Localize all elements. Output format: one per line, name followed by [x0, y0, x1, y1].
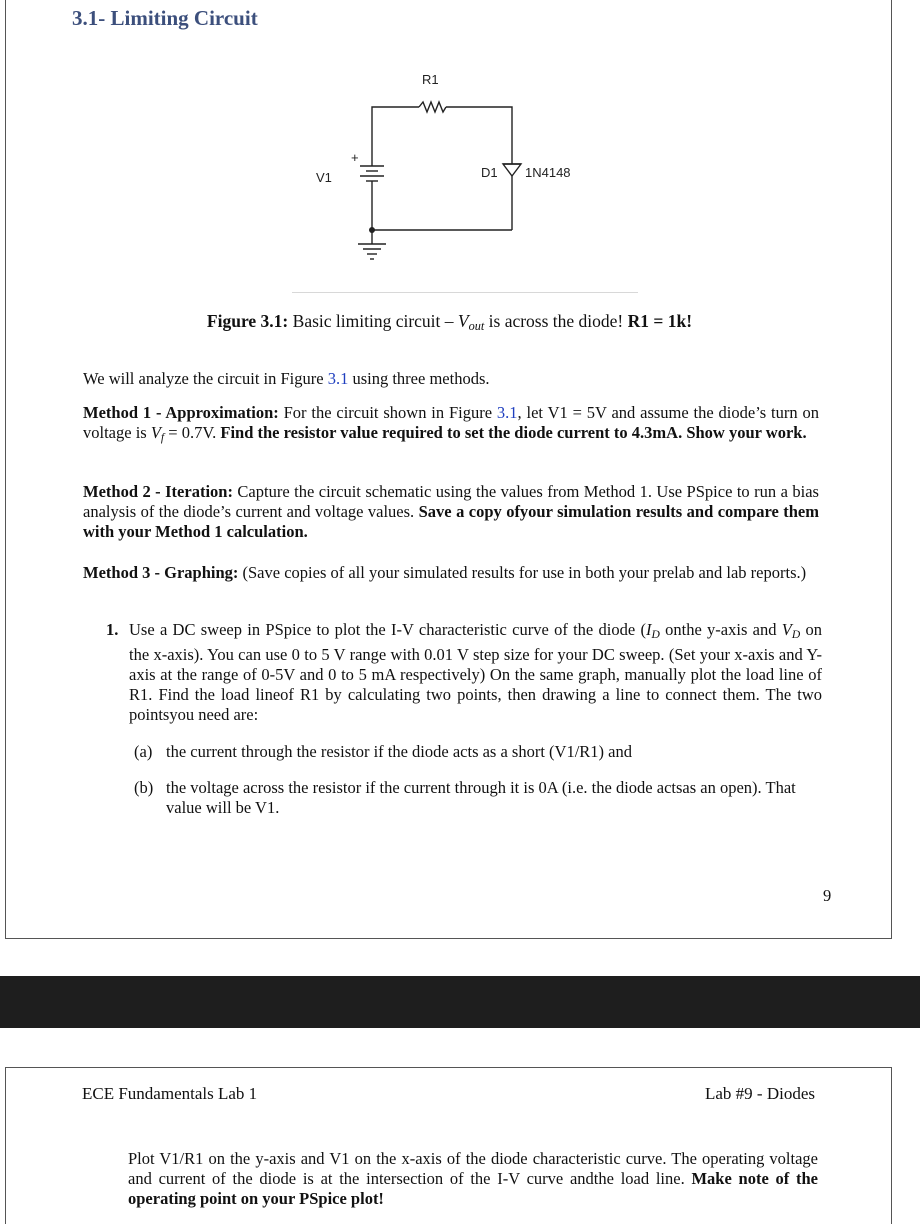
header-lab-title: Lab #9 - Diodes	[704, 1084, 815, 1103]
method-3-heading: Method 3 - Graphing:	[83, 563, 239, 582]
list-item-1: Use a DC sweep in PSpice to plot the I-V characteristic curve of the diode ($I_D$ onthe y-axis and $V_D$ on the x-axis). You can use 0 to 5 V range with 0.01 V step size for your DC sweep. (Set your x-axis and Y-axis at the range of 0-5V and 0 to 5 mA respectively) On the same graph, manually plot the load line of R1. Find the load lineof R1 by calculating two points, then drawing a line to connect them. The two pointsyou need are:	[129, 620, 823, 724]
r1-label: R1	[422, 72, 439, 87]
circuit-schematic	[296, 64, 646, 294]
d1-part-label: 1N4148	[525, 165, 571, 180]
document-page-2	[5, 1067, 892, 1224]
sub-item-b-text: the voltage across the resistor if the current through it is 0A (i.e. the diode actsas an open). That value will be V1.	[166, 778, 796, 817]
d1-label: D1	[481, 165, 498, 180]
document-page-1	[5, 0, 892, 939]
wire-top-right	[446, 107, 512, 164]
figure-caption: Figure 3.1: Basic limiting circuit – $V_{out}$ is across the diode! R1 = 1k!	[206, 311, 693, 333]
header-course-title: ECE Fundamentals Lab 1	[82, 1084, 258, 1103]
plus-sign: +	[351, 150, 359, 165]
method-1-heading: Method 1 - Approximation:	[83, 403, 279, 422]
method-2-paragraph: Method 2 - Iteration: Capture the circuit schematic using the values from Method 1. Use PSpice to run a bias analysis of the diode’s current and voltage values. Save a copy ofyour simulation results and compare them with your Method 1 calculation.	[83, 482, 819, 541]
sub-item-a-text: the current through the resistor if the diode acts as a short (V1/R1) and	[166, 742, 632, 761]
junction-dot	[369, 227, 375, 233]
intro-paragraph: We will analyze the circuit in Figure 3.1 using three methods.	[83, 369, 490, 388]
figure-link[interactable]: 3.1	[496, 403, 518, 422]
figure-divider	[292, 292, 638, 293]
list-number: 1.	[106, 620, 119, 639]
method-3-paragraph: Method 3 - Graphing: (Save copies of all your simulated results for use in both your prelab and lab reports.)	[83, 563, 807, 582]
page-2-paragraph: Plot V1/R1 on the y-axis and V1 on the x-axis of the diode characteristic curve. The operating voltage and current of the diode is at the intersection of the I-V curve andthe load line. Make note of the operating point on your PSpice plot!	[128, 1149, 818, 1208]
page-separator-band	[0, 976, 920, 1028]
resistor-r1-symbol	[419, 102, 446, 112]
diode-triangle	[503, 164, 521, 176]
caption-label: Figure 3.1:	[206, 311, 289, 331]
figure-link[interactable]: 3.1	[327, 369, 349, 388]
page-number: 9	[823, 886, 832, 905]
v1-label: V1	[316, 170, 332, 185]
method-1-paragraph: Method 1 - Approximation: For the circuit shown in Figure 3.1, let V1 = 5V and assume the diode’s turn on voltage is $V_f = 0.7V$. Find the resistor value required to set the diode current to 4.3mA. Show your work.	[83, 403, 819, 444]
section-title: 3.1- Limiting Circuit	[72, 6, 258, 30]
sub-item-b-label: (b)	[134, 778, 154, 797]
wire-top-left	[372, 107, 419, 166]
method-2-heading: Method 2 - Iteration:	[83, 482, 233, 501]
sub-item-a-label: (a)	[134, 742, 153, 761]
